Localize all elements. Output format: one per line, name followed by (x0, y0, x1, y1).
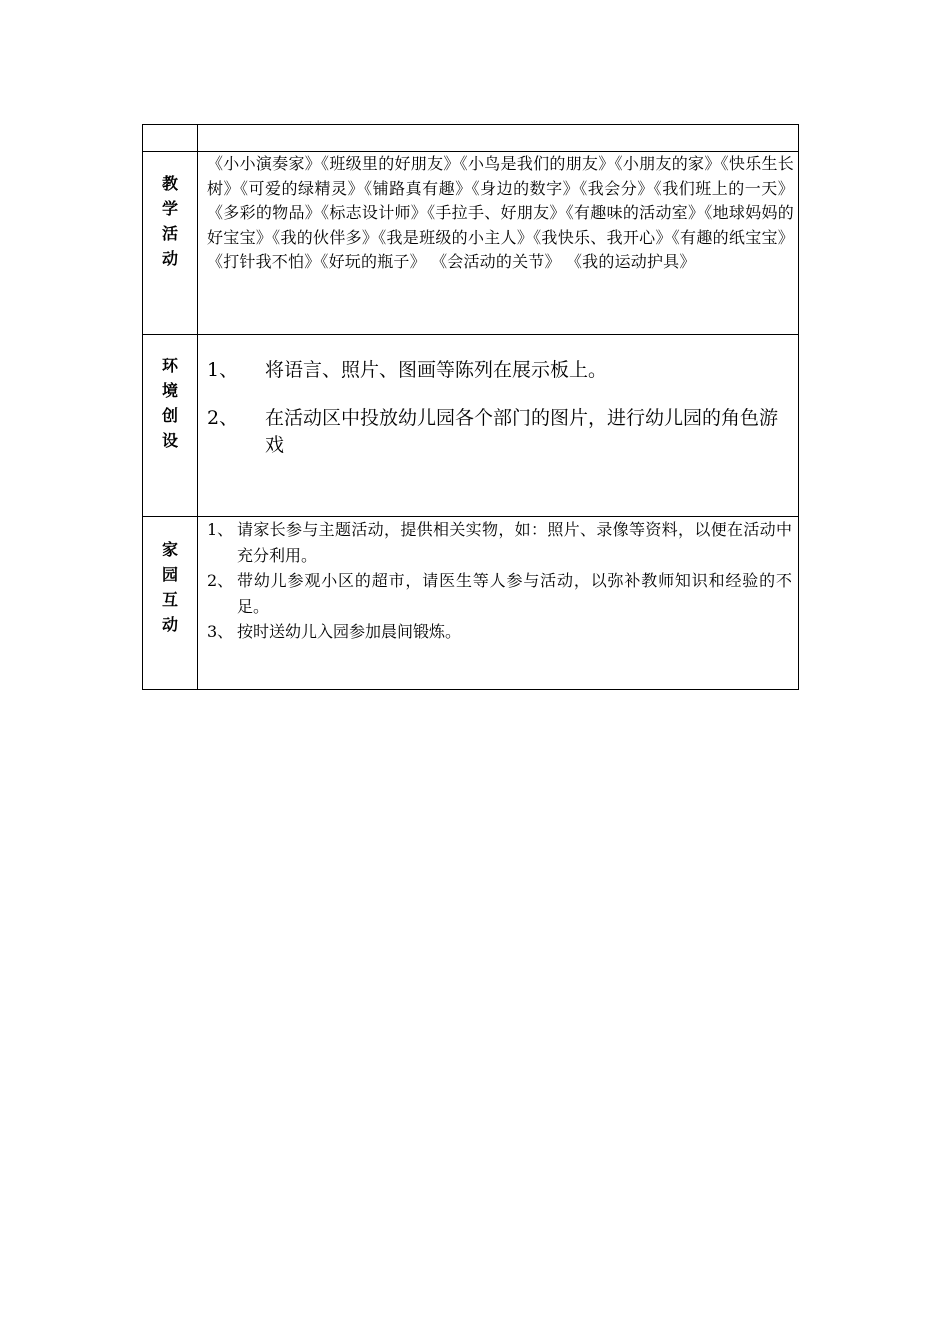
environment-list (198, 335, 798, 459)
list-item (207, 357, 790, 384)
list-item-number: 2、 (207, 407, 239, 429)
list-item-number: 1、 (207, 359, 239, 381)
empty-content-cell (198, 125, 799, 152)
list-item-number: 2、 (207, 571, 234, 590)
list-item-text: 带幼儿参观小区的超市，请医生等人参与活动，以弥补教师知识和经验的不足。 (237, 571, 792, 616)
environment-label-cell (143, 335, 198, 517)
list-item (207, 619, 792, 645)
home-label-cell (143, 517, 198, 690)
list-item-number: 3、 (207, 622, 234, 641)
plan-table (142, 124, 799, 690)
list-item-text: 在活动区中投放幼儿园各个部门的图片，进行幼儿园的角色游戏 (265, 407, 779, 456)
activities-label-cell (143, 152, 198, 335)
empty-label-cell (143, 125, 198, 152)
list-item (207, 517, 792, 568)
table-row-activities (143, 152, 799, 335)
activities-content-cell (198, 152, 799, 335)
home-list (198, 517, 798, 645)
list-item-text: 将语言、照片、图画等陈列在展示板上。 (265, 359, 608, 381)
list-item (207, 405, 790, 459)
list-item-text: 按时送幼儿入园参加晨间锻炼。 (237, 622, 462, 641)
list-item-text: 请家长参与主题活动，提供相关实物，如：照片、录像等资料，以便在活动中充分利用。 (237, 520, 792, 565)
environment-label: 环境创设 (161, 356, 178, 450)
table-row-environment (143, 335, 799, 517)
list-item (207, 568, 792, 619)
table-row-empty (143, 125, 799, 152)
home-content-cell (198, 517, 799, 690)
environment-content-cell (198, 335, 799, 517)
table-row-home (143, 517, 799, 690)
list-item-number: 1、 (207, 520, 234, 539)
activities-label: 教学活动 (161, 174, 178, 268)
home-label: 家园互动 (161, 540, 178, 634)
activities-text: 《小小演奏家》《班级里的好朋友》《小鸟是我们的朋友》《小朋友的家》《快乐生长树》《可爱的绿精灵》《铺路真有趣》《身边的数字》《我会分》《我们班上的一天》《多彩的物品》《标志设计师》《手拉手、好朋友》《有趣味的活动室》《地球妈妈的好宝宝》《我的伙伴多》《我是班级的小主人》《我快乐、我开心》《有趣的纸宝宝》《打针我不怕》《好玩的瓶子》 《会活动的关节》 《我的运动护具》 (207, 154, 794, 271)
